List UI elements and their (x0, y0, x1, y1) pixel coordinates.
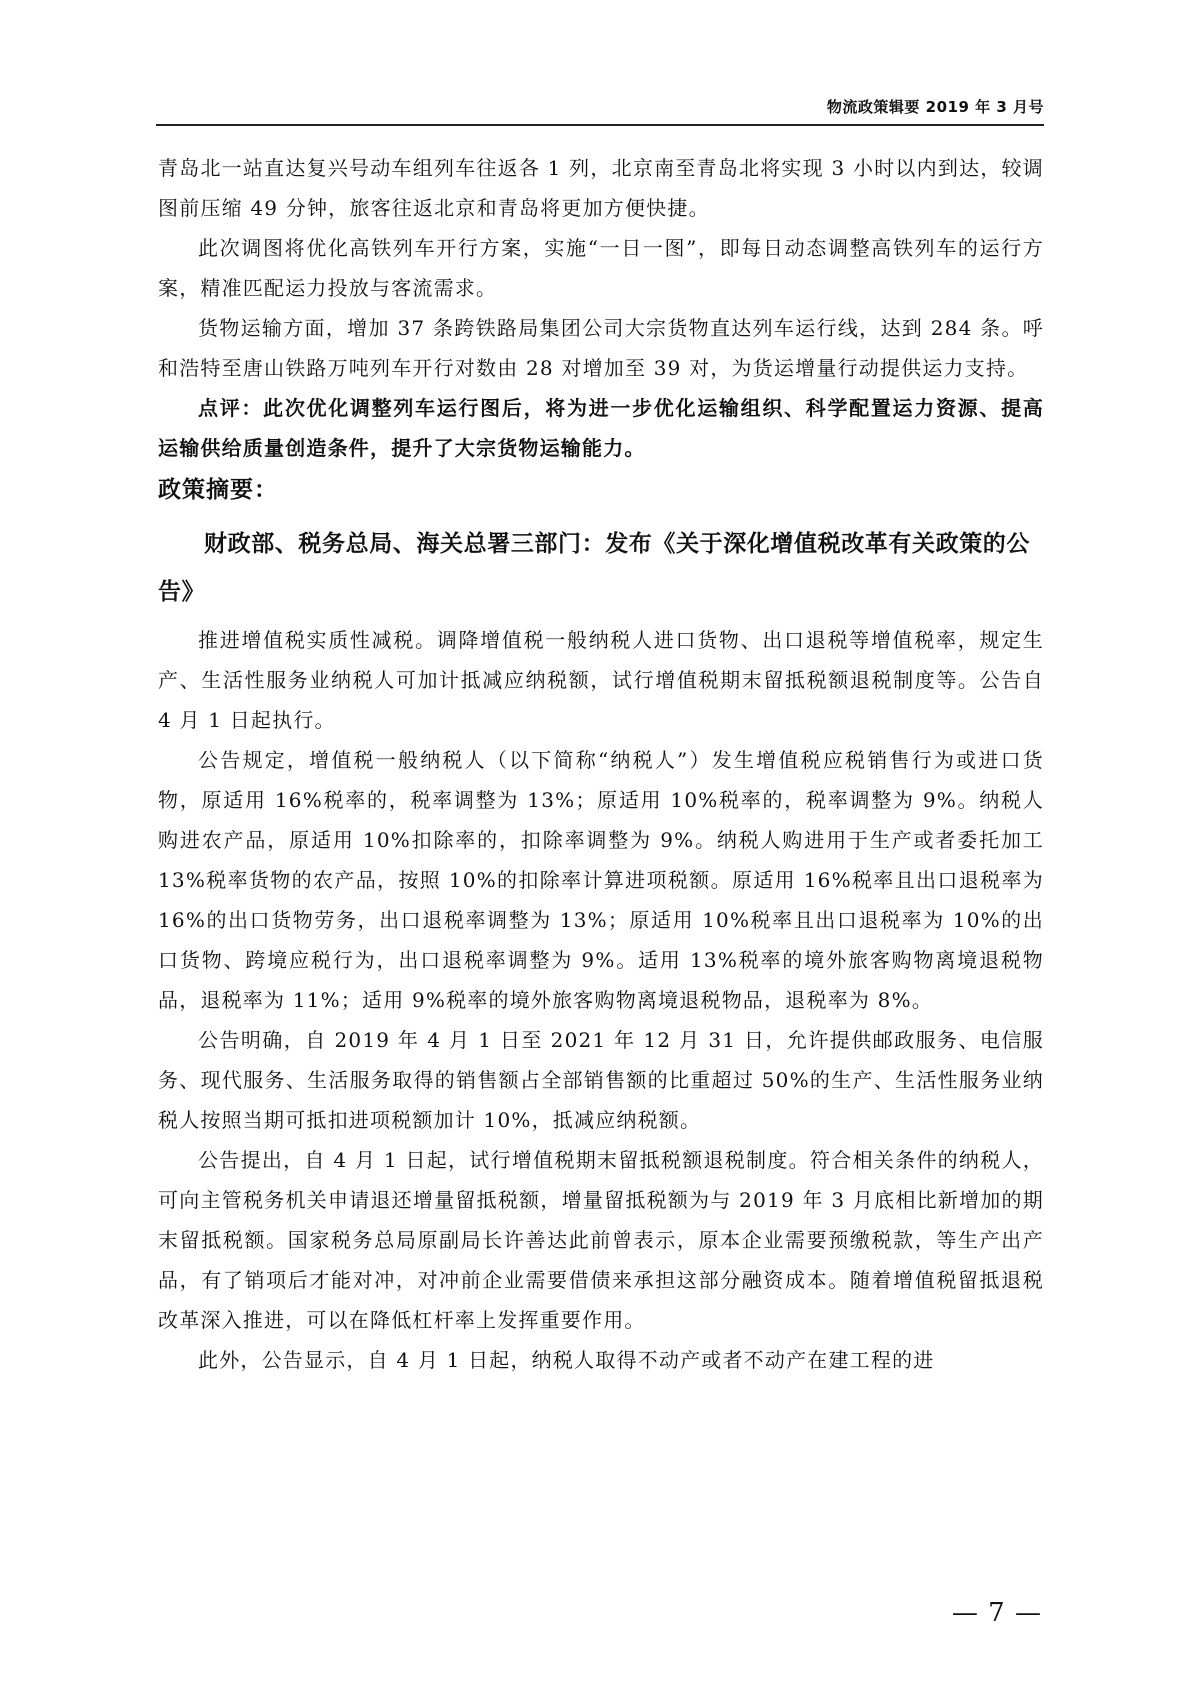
running-header: 物流政策辑要 2019 年 3 月号 (826, 98, 1044, 116)
page-body (158, 148, 1044, 1380)
section-heading: 政策摘要： (158, 477, 278, 503)
policy-paragraph-2: 公告规定，增值税一般纳税人（以下简称“纳税人”）发生增值税应税销售行为或进口货物，原适用 16%税率的，税率调整为 13%；原适用 10%税率的，税率调整为 9%。纳税人购进农产品，原适用 10%扣除率的，扣除率调整为 9%。纳税人购进用于生产或者委托加工 13%税率货物的农产品，按照 10%的扣除率计算进项税额。原适用 16%税率且出口退税率为 16%的出口货物劳务，出口退税率调整为 13%；原适用 10%税率且出口退税率为 10%的出口货物、跨境应税行为，出口退税率调整为 9%。适用 13%税率的境外旅客购物离境退税物品，退税率为 11%；适用 9%税率的境外旅客购物离境退税物品，退税率为 8%。 (158, 748, 1044, 1012)
page-number: — 7 — (951, 1598, 1042, 1628)
policy-paragraph-5: 此外，公告显示，自 4 月 1 日起，纳税人取得不动产或者不动产在建工程的进 (198, 1348, 935, 1372)
policy-title: 财政部、税务总局、海关总署三部门：发布《关于深化增值税改革有关政策的公告》 (158, 531, 1030, 605)
article-paragraph-1: 青岛北一站直达复兴号动车组列车往返各 1 列，北京南至青岛北将实现 3 小时以内到达，较调图前压缩 49 分钟，旅客往返北京和青岛将更加方便快捷。 (158, 156, 1044, 220)
article-paragraph-3: 货物运输方面，增加 37 条跨铁路局集团公司大宗货物直达列车运行线，达到 284 条。呼和浩特至唐山铁路万吨列车开行对数由 28 对增加至 39 对，为货运增量行动提供运力支持。 (158, 316, 1044, 380)
header-rule (156, 124, 1044, 126)
comment-paragraph: 点评：此次优化调整列车运行图后，将为进一步优化运输组织、科学配置运力资源、提高运输供给质量创造条件，提升了大宗货物运输能力。 (158, 396, 1044, 460)
policy-paragraph-4: 公告提出，自 4 月 1 日起，试行增值税期末留抵税额退税制度。符合相关条件的纳税人，可向主管税务机关申请退还增量留抵税额，增量留抵税额为与 2019 年 3 月底相比新增加的期末留抵税额。国家税务总局原副局长许善达此前曾表示，原本企业需要预缴税款，等生产出产品，有了销项后才能对冲，对冲前企业需要借债来承担这部分融资成本。随着增值税留抵退税改革深入推进，可以在降低杠杆率上发挥重要作用。 (158, 1148, 1044, 1332)
article-paragraph-2: 此次调图将优化高铁列车开行方案，实施“一日一图”，即每日动态调整高铁列车的运行方案，精准匹配运力投放与客流需求。 (158, 236, 1044, 300)
policy-paragraph-3: 公告明确，自 2019 年 4 月 1 日至 2021 年 12 月 31 日，允许提供邮政服务、电信服务、现代服务、生活服务取得的销售额占全部销售额的比重超过 50%的生产、生活性服务业纳税人按照当期可抵扣进项税额加计 10%，抵减应纳税额。 (158, 1028, 1044, 1132)
policy-paragraph-1: 推进增值税实质性减税。调降增值税一般纳税人进口货物、出口退税等增值税率，规定生产、生活性服务业纳税人可加计抵减应纳税额，试行增值税期末留抵税额退税制度等。公告自 4 月 1 日起执行。 (158, 628, 1044, 732)
